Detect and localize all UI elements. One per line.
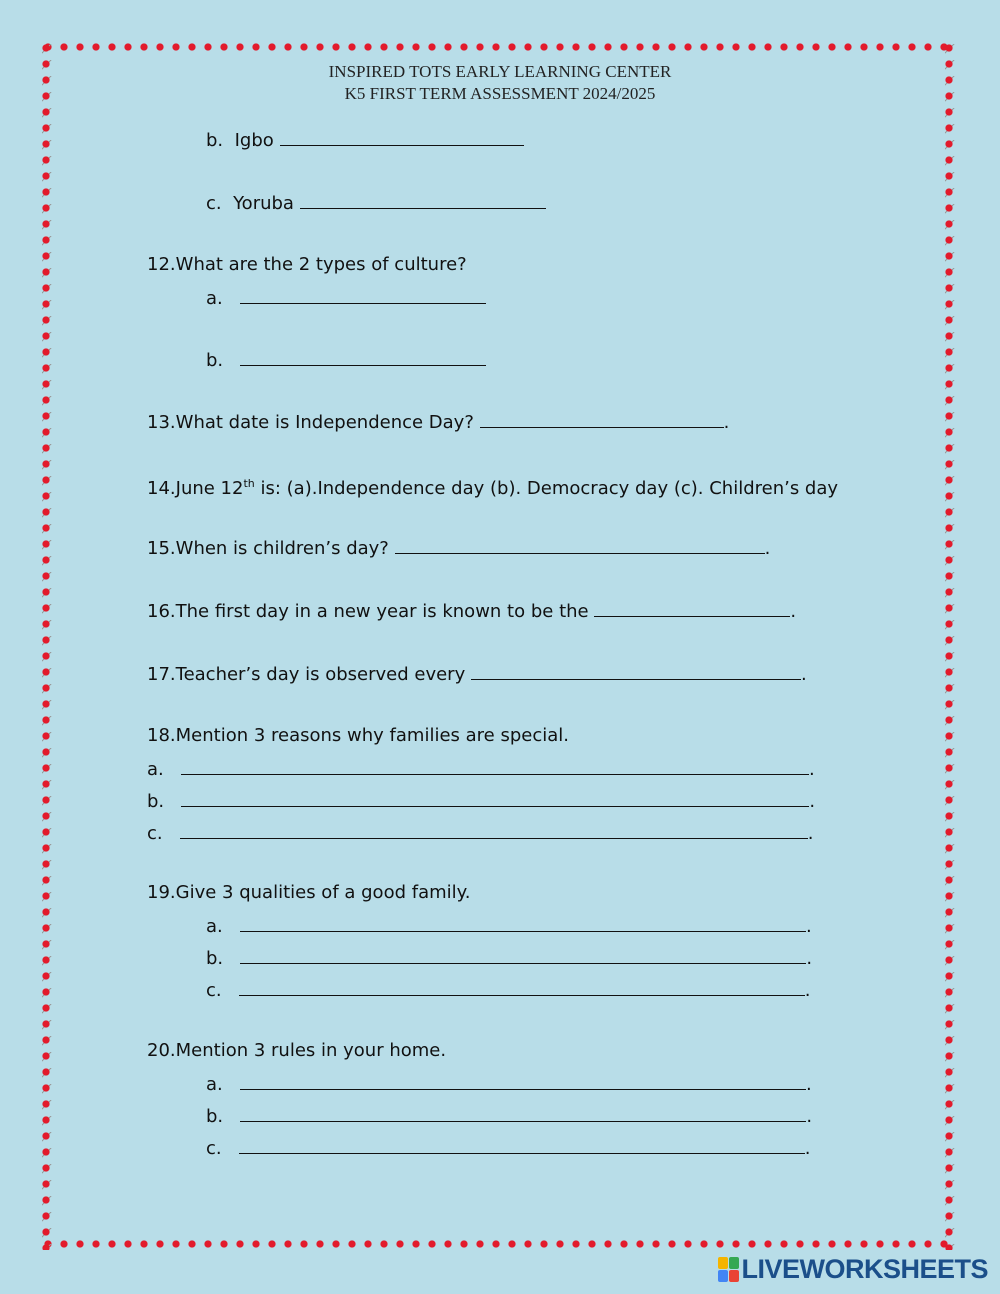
q20-b-answer-blank[interactable] — [240, 1103, 806, 1122]
q18-question: 18.Mention 3 reasons why families are special. — [147, 725, 569, 746]
q18-b-answer-blank[interactable] — [181, 788, 809, 807]
q19-a-answer-blank[interactable] — [240, 913, 806, 932]
q20-option-b: b. . — [206, 1103, 812, 1129]
q12-question: 12.What are the 2 types of culture? — [147, 254, 467, 275]
liveworksheets-logo[interactable] — [718, 1254, 988, 1284]
liveworksheets-icon — [718, 1257, 738, 1281]
q19-option-c: c. . — [206, 977, 811, 1003]
right-dotted-border — [945, 44, 955, 1250]
q15-question: 15.When is children’s day? . — [147, 535, 770, 561]
q20-c-answer-blank[interactable] — [239, 1135, 805, 1154]
q13-answer-blank[interactable] — [480, 409, 724, 428]
q15-answer-blank[interactable] — [395, 535, 765, 554]
q18-option-c: c. . — [147, 820, 814, 846]
q19-option-a: a. . — [206, 913, 812, 939]
q19-option-b: b. . — [206, 945, 812, 971]
q13-question: 13.What date is Independence Day? . — [147, 409, 729, 435]
q20-option-a: a. . — [206, 1071, 812, 1097]
q18-option-a: a. . — [147, 756, 815, 782]
q16-question: 16.The first day in a new year is known to be the . — [147, 598, 796, 624]
q17-answer-blank[interactable] — [471, 661, 801, 680]
q20-a-answer-blank[interactable] — [240, 1071, 806, 1090]
q20-option-c: c. . — [206, 1135, 811, 1161]
assessment-title: K5 FIRST TERM ASSESSMENT 2024/2025 — [344, 84, 656, 103]
q19-question: 19.Give 3 qualities of a good family. — [147, 882, 471, 903]
q14-question: 14.June 12th is: (a).Independence day (b). Democracy day (c). Children’s day — [147, 477, 839, 499]
q18-a-answer-blank[interactable] — [181, 756, 809, 775]
q19-b-answer-blank[interactable] — [240, 945, 806, 964]
q12-a-answer-blank[interactable] — [240, 285, 486, 304]
q19-c-answer-blank[interactable] — [239, 977, 805, 996]
q12-option-a: a. — [206, 285, 486, 311]
q20-question: 20.Mention 3 rules in your home. — [147, 1040, 447, 1061]
top-dotted-border — [44, 43, 956, 51]
q11-b-answer-blank[interactable] — [280, 127, 524, 146]
q12-b-answer-blank[interactable] — [240, 347, 486, 366]
q11-option-c: c. Yoruba — [206, 190, 546, 216]
bottom-dotted-border — [44, 1240, 956, 1248]
school-name: INSPIRED TOTS EARLY LEARNING CENTER — [328, 62, 672, 81]
brand-text: LIVEWORKSHEETS — [741, 1253, 988, 1284]
q11-c-answer-blank[interactable] — [300, 190, 546, 209]
left-dotted-border — [42, 44, 52, 1250]
q18-c-answer-blank[interactable] — [180, 820, 808, 839]
q16-answer-blank[interactable] — [594, 598, 790, 617]
worksheet-header — [0, 61, 1000, 105]
q11-option-b: b. Igbo — [206, 127, 524, 153]
q17-question: 17.Teacher’s day is observed every . — [147, 661, 807, 687]
q12-option-b: b. — [206, 347, 486, 373]
q18-option-b: b. . — [147, 788, 815, 814]
